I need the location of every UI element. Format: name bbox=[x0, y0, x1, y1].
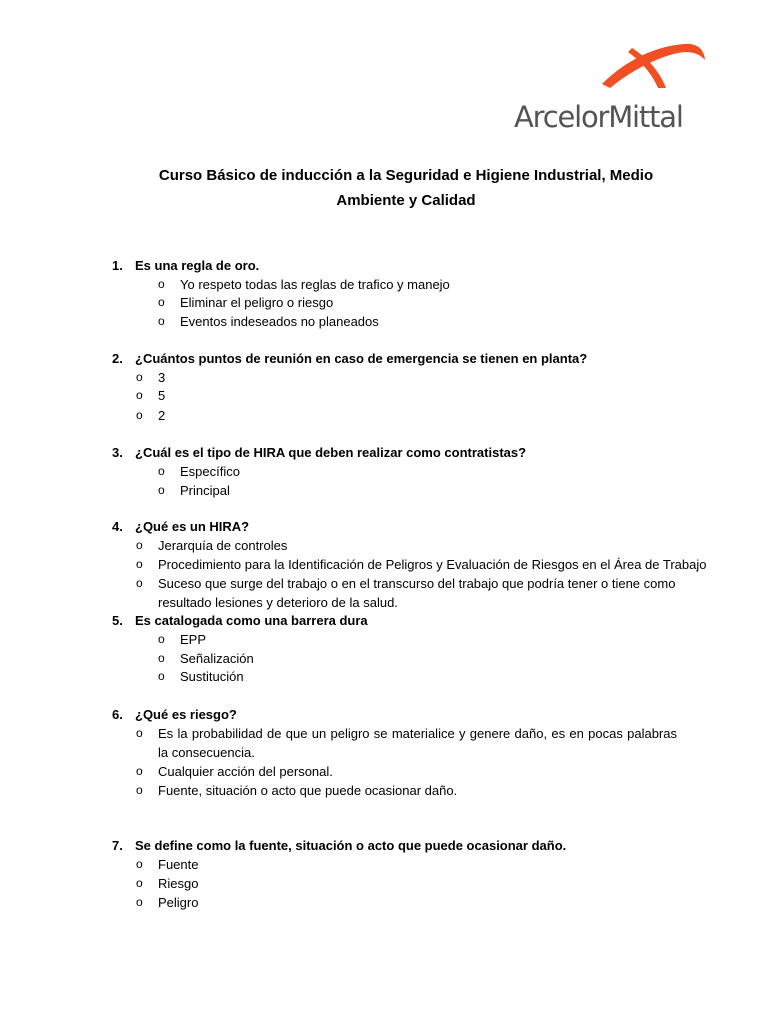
bullet-marker: o bbox=[158, 464, 165, 478]
bullet-marker: o bbox=[158, 483, 165, 497]
bullet-marker: o bbox=[158, 314, 165, 328]
option-text: Es la probabilidad de que un peligro se materialice y genere daño, es en pocas palabras la consecuencia. bbox=[158, 726, 677, 760]
bullet-marker: o bbox=[136, 764, 143, 778]
bullet-marker: o bbox=[136, 895, 143, 909]
bullet-marker: o bbox=[158, 651, 165, 665]
bullet-marker: o bbox=[136, 370, 143, 384]
option-text: Eliminar el peligro o riesgo bbox=[180, 295, 334, 310]
bullet-marker: o bbox=[158, 632, 165, 646]
bullet-marker: o bbox=[136, 783, 143, 797]
question-text: Se define como la fuente, situación o acto que puede ocasionar daño. bbox=[135, 838, 567, 853]
question-text: Es catalogada como una barrera dura bbox=[135, 613, 368, 628]
question-text: ¿Cuántos puntos de reunión en caso de emergencia se tienen en planta? bbox=[135, 351, 588, 366]
question-number: 3. bbox=[112, 445, 123, 460]
bullet-marker: o bbox=[136, 576, 143, 590]
bullet-marker: o bbox=[136, 876, 143, 890]
bullet-marker: o bbox=[136, 557, 143, 571]
question-number: 7. bbox=[112, 838, 123, 853]
bullet-marker: o bbox=[136, 857, 143, 871]
question-text: ¿Cuál es el tipo de HIRA que deben realizar como contratistas? bbox=[135, 445, 527, 460]
option-text: Peligro bbox=[158, 895, 199, 910]
bullet-marker: o bbox=[158, 277, 165, 291]
question-number: 2. bbox=[112, 351, 123, 366]
title-line-2: Ambiente y Calidad bbox=[336, 192, 476, 209]
bullet-marker: o bbox=[136, 388, 143, 402]
option-text: 5 bbox=[158, 388, 166, 403]
bullet-marker: o bbox=[158, 669, 165, 683]
option-text: Específico bbox=[180, 464, 240, 479]
option-text: Sustitución bbox=[180, 669, 244, 684]
bullet-marker: o bbox=[136, 726, 143, 740]
option-text: Yo respeto todas las reglas de trafico y manejo bbox=[180, 277, 450, 292]
question-number: 5. bbox=[112, 613, 123, 628]
arcelormittal-swoosh-icon bbox=[598, 40, 710, 92]
question-number: 4. bbox=[112, 519, 123, 534]
question-number: 6. bbox=[112, 707, 123, 722]
option-text: Jerarquía de controles bbox=[158, 538, 288, 553]
option-text: Riesgo bbox=[158, 876, 199, 891]
option-text: Señalización bbox=[180, 651, 254, 666]
bullet-marker: o bbox=[158, 295, 165, 309]
option-text: 2 bbox=[158, 408, 166, 423]
question-number: 1. bbox=[112, 258, 123, 273]
question-text: ¿Qué es riesgo? bbox=[135, 707, 237, 722]
option-text: Suceso que surge del trabajo o en el transcurso del trabajo que podría tener o tiene como resultado lesiones y deterioro de la salud. bbox=[158, 576, 676, 610]
option-text: Eventos indeseados no planeados bbox=[180, 314, 379, 329]
arcelormittal-logo bbox=[510, 40, 710, 140]
option-text: Cualquier acción del personal. bbox=[158, 764, 333, 779]
option-text: 3 bbox=[158, 370, 166, 385]
option-text: Principal bbox=[180, 483, 230, 498]
logo-wordmark: ArcelorMittal bbox=[514, 100, 683, 134]
option-text: EPP bbox=[180, 632, 207, 647]
option-text: Procedimiento para la Identificación de Peligros y Evaluación de Riesgos en el Área de Trabajo bbox=[158, 557, 707, 572]
document-title bbox=[100, 163, 712, 213]
title-line-1: Curso Básico de inducción a la Seguridad e Higiene Industrial, Medio bbox=[158, 167, 654, 184]
bullet-marker: o bbox=[136, 538, 143, 552]
option-text: Fuente, situación o acto que puede ocasionar daño. bbox=[158, 783, 458, 798]
question-text: ¿Qué es un HIRA? bbox=[135, 519, 250, 534]
option-text: Fuente bbox=[158, 857, 199, 872]
question-text: Es una regla de oro. bbox=[135, 258, 260, 273]
bullet-marker: o bbox=[136, 408, 143, 422]
